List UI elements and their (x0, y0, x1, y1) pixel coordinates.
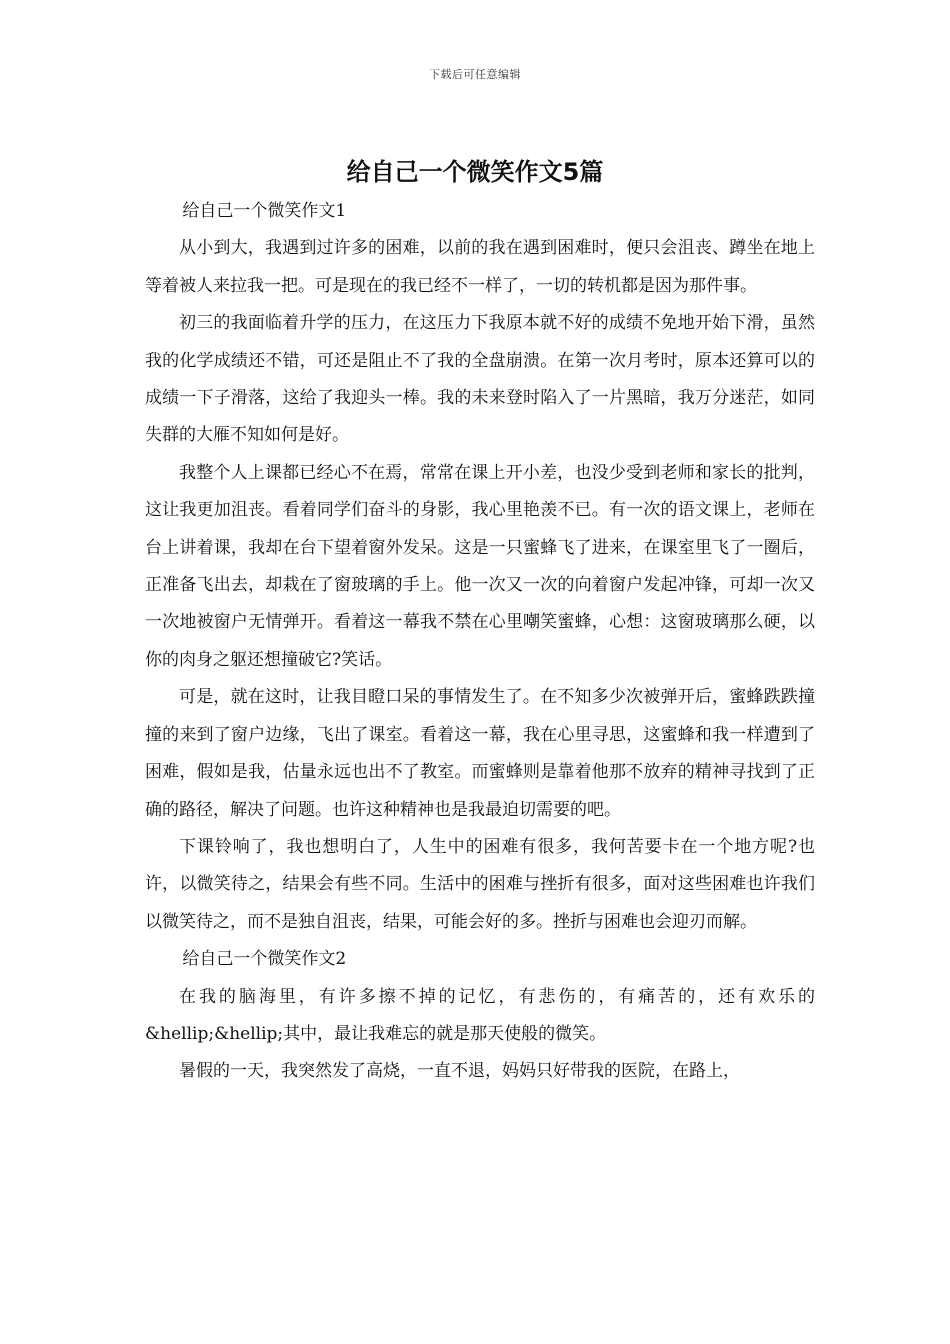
section-heading: 给自己一个微笑作文2 (182, 949, 347, 970)
body-paragraph: 初三的我面临着升学的压力，在这压力下我原本就不好的成绩不免地开始下滑，虽然我的化学成绩还不错，可还是阻止不了我的全盘崩溃。在第一次月考时，原本还算可以的成绩一下子滑落，这给了我迎头一棒。我的未来登时陷入了一片黑暗，我万分迷茫，如同失群的大雁不知如何是好。 (145, 313, 815, 446)
section-heading: 给自己一个微笑作文1 (182, 201, 347, 221)
document-title: 给自己一个微笑作文5篇 (346, 158, 604, 186)
body-paragraph: 暑假的一天，我突然发了高烧，一直不退，妈妈只好带我的医院，在路上， (179, 1061, 740, 1082)
body-paragraph: 可是，就在这时，让我目瞪口呆的事情发生了。在不知多少次被弹开后，蜜蜂跌跌撞撞的来到了窗户边缘，飞出了课室。看着这一幕，我在心里寻思，这蜜蜂和我一样遭到了困难，假如是我，估量永远也出不了教室。而蜜蜂则是靠着他那不放弃的精神寻找到了正确的路径，解决了问题。也许这种精神也是我最迫切需要的吧。 (145, 687, 815, 820)
body-paragraph: 在我的脑海里，有许多擦不掉的记忆，有悲伤的，有痛苦的，还有欢乐的&hellip;&hellip;其中，最让我难忘的就是那天使般的微笑。 (145, 986, 815, 1044)
page-header: 下载后可任意编辑 (429, 68, 521, 81)
body-paragraph: 从小到大，我遇到过许多的困难，以前的我在遇到困难时，便只会沮丧、蹲坐在地上等着被人来拉我一把。可是现在的我已经不一样了，一切的转机都是因为那件事。 (145, 238, 815, 296)
body-paragraph: 我整个人上课都已经心不在焉，常常在课上开小差，也没少受到老师和家长的批判，这让我更加沮丧。看着同学们奋斗的身影，我心里艳羡不已。有一次的语文课上，老师在台上讲着课，我却在台下望着窗外发呆。这是一只蜜蜂飞了进来，在课室里飞了一圈后，正准备飞出去，却栽在了窗玻璃的手上。他一次又一次的向着窗户发起冲锋，可却一次又一次地被窗户无情弹开。看着这一幕我不禁在心里嘲笑蜜蜂，心想：这窗玻璃那么硬，以你的肉身之躯还想撞破它?笑话。 (145, 462, 815, 670)
document-body (145, 193, 815, 1091)
body-paragraph: 下课铃响了，我也想明白了，人生中的困难有很多，我何苦要卡在一个地方呢?也许，以微笑待之，结果会有些不同。生活中的困难与挫折有很多，面对这些困难也许我们以微笑待之，而不是独自沮丧，结果，可能会好的多。挫折与困难也会迎刃而解。 (145, 836, 815, 932)
